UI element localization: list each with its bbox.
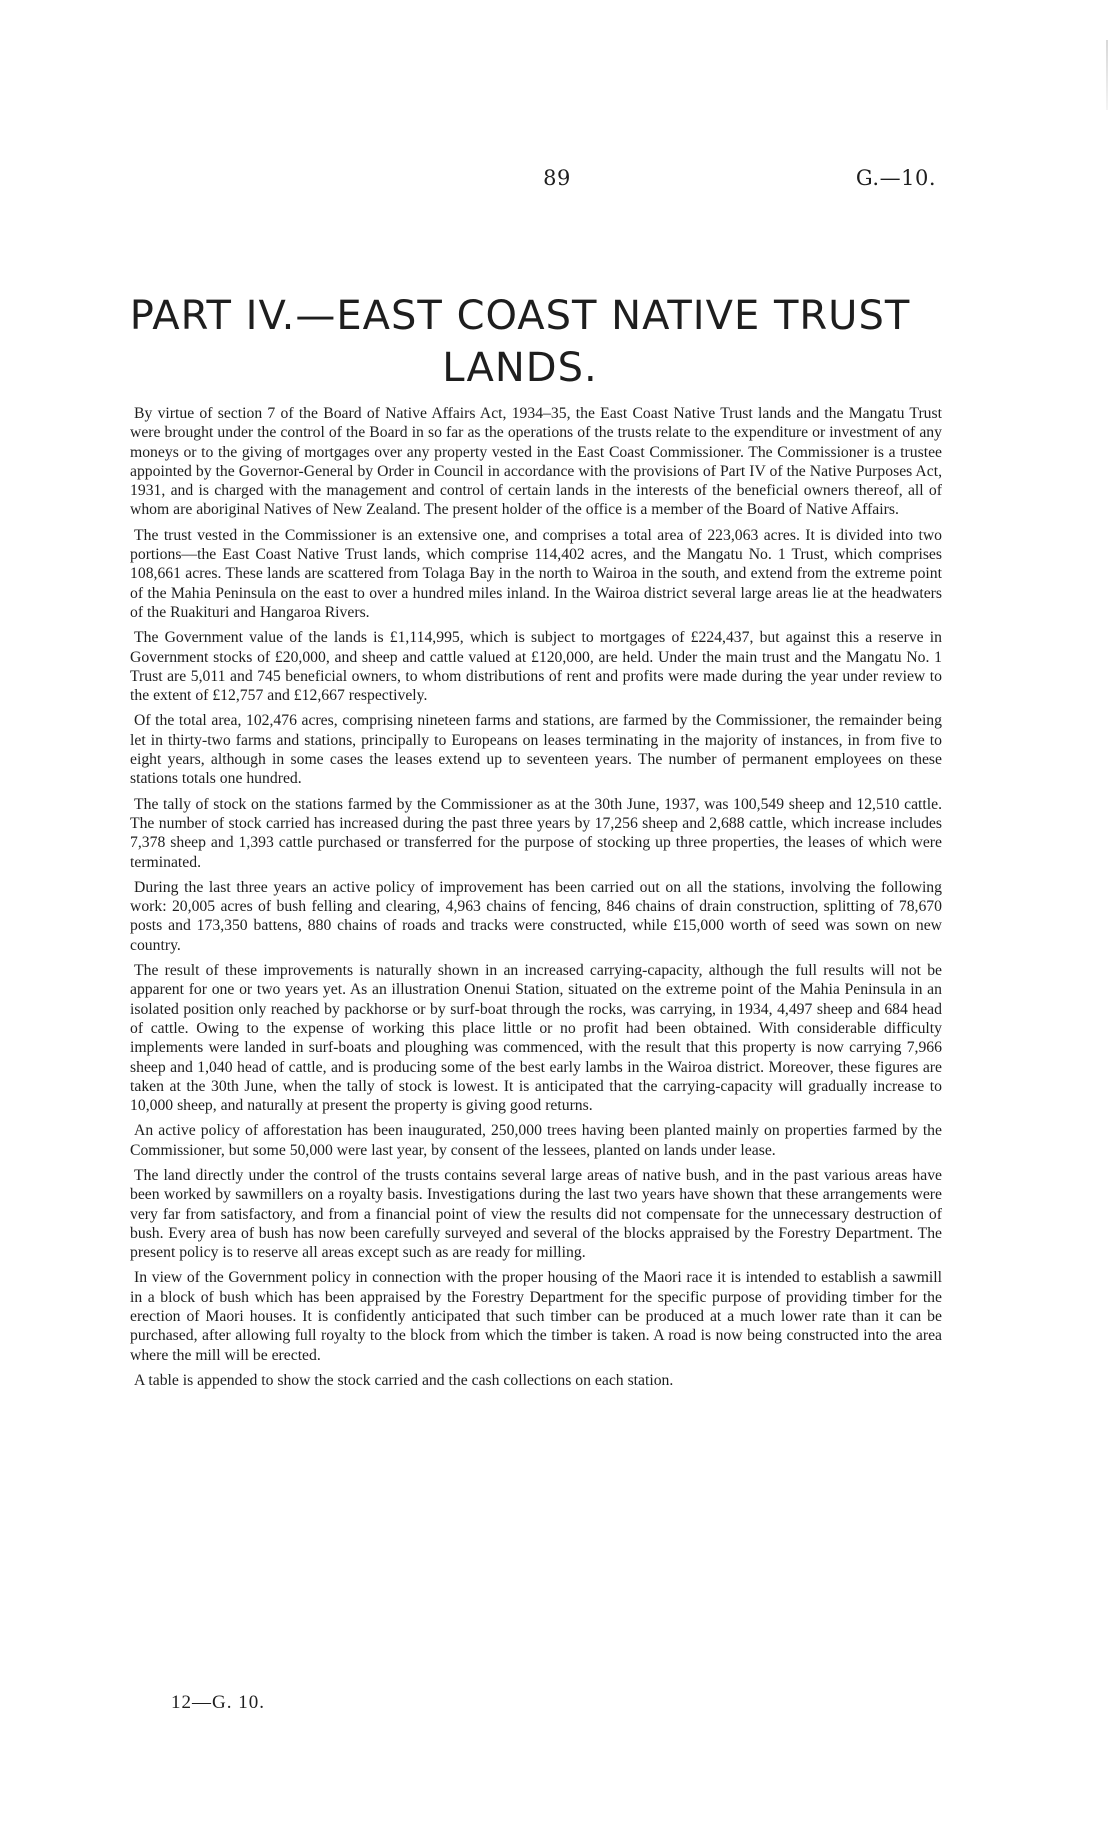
page-number: 89 — [543, 166, 571, 190]
section-title-line-2: LANDS. — [442, 345, 598, 391]
paragraph-carrying-capacity: The result of these improvements is naturally shown in an increased carrying-capacity, although the full results will not be apparent for one or two years yet. As an illustration Onenui Station, situated on the extreme point of the Mahia Peninsula in an isolated position only reached by packhorse or by surf-boat through the rocks, was carrying, in 1934, 4,497 sheep and 684 head of cattle. Owing to the expense of working this place little or no profit had been obtained. With considerable difficulty implements were landed in surf-boats and ploughing was commenced, with the result that this property is now carrying 7,966 sheep and 1,040 head of cattle, and is producing some of the best early lambs in the Wairoa district. Moreover, these figures are taken at the 30th June, when the tally of stock is lowest. It is anticipated that the carrying-capacity will gradually increase to 10,000 sheep, and naturally at present the property is giving good returns. — [130, 962, 942, 1115]
signature-code: 12—G. 10. — [171, 1692, 265, 1713]
paragraph-trust-area: The trust vested in the Commissioner is an extensive one, and comprises a total area of 223,063 acres. It is divided into two portions—the East Coast Native Trust lands, which comprise 114,402 acres, and the Mangatu No. 1 Trust, which comprises 108,661 acres. These lands are scattered from Tolaga Bay in the north to Wairoa in the south, and extend from the extreme point of the Mahia Peninsula on the east to over a hundred miles inland. In the Wairoa district several large areas lie at the headwaters of the Ruakituri and Hangaroa Rivers. — [130, 526, 942, 621]
section-title-line-1: PART IV.—EAST COAST NATIVE TRUST — [129, 293, 911, 339]
paragraph-improvements: During the last three years an active policy of improvement has been carried out on all the stations, involving the following work: 20,005 acres of bush felling and clearing, 4,963 chains of fencing, 846 chains of drain construction, splitting of 78,670 posts and 173,350 battens, 880 chains of roads and tracks were constructed, while £15,000 worth of seed was sown on new country. — [130, 878, 942, 954]
paragraph-native-bush: The land directly under the control of the trusts contains several large areas of native bush, and in the past various areas have been worked by sawmillers on a royalty basis. Investigations during the last two years have shown that these arrangements were very far from satisfactory, and from a financial point of view the results did not compensate for the unnecessary destruction of bush. Every area of bush has now been carefully surveyed and several of the blocks appraised by the Forestry Department. The present policy is to reserve all areas except such as are ready for milling. — [130, 1166, 942, 1262]
paragraph-board-control: By virtue of section 7 of the Board of Native Affairs Act, 1934–35, the East Coast Native Trust lands and the Mangatu Trust were brought under the control of the Board in so far as the operations of the trusts relate to the expenditure or investment of any moneys or to the giving of mortgages over any property vested in the East Coast Commissioner. The Commissioner is a trustee appointed by the Governor-General by Order in Council in accordance with the provisions of Part IV of the Native Purposes Act, 1931, and is charged with the management and control of certain lands in the interests of the beneficial owners thereof, all of whom are aboriginal Natives of New Zealand. The present holder of the office is a member of the Board of Native Affairs. — [130, 405, 942, 519]
paragraph-farmed-area: Of the total area, 102,476 acres, comprising nineteen farms and stations, are farmed by the Commissioner, the remainder being let in thirty-two farms and stations, principally to Europeans on leases terminating in the majority of instances, in from five to eight years, although in some cases the leases extend up to seventeen years. The number of permanent employees on these stations totals one hundred. — [130, 712, 942, 788]
paragraph-table-note: A table is appended to show the stock carried and the cash collections on each station. — [134, 1371, 674, 1389]
section-title — [120, 290, 920, 394]
body-text — [130, 404, 942, 1396]
paragraph-stock-tally: The tally of stock on the stations farmed by the Commissioner as at the 30th June, 1937, was 100,549 sheep and 12,510 cattle. The number of stock carried has increased during the past three years by 17,256 sheep and 2,688 cattle, which increase includes 7,378 sheep and 1,393 cattle purchased or transferred for the purpose of stocking up three properties, the leases of which were terminated. — [130, 795, 942, 871]
paragraph-government-value: The Government value of the lands is £1,114,995, which is subject to mortgages of £224,437, but against this a reserve in Government stocks of £20,000, and sheep and cattle valued at £120,000, are held. Under the main trust and the Mangatu No. 1 Trust are 5,011 and 745 beneficial owners, to whom distributions of rent and profits were made during the year under review to the extent of £12,757 and £12,667 respectively. — [130, 629, 942, 705]
scan-margin-mark — [1106, 40, 1108, 110]
document-code: G.—10. — [855, 166, 936, 190]
paragraph-sawmill: In view of the Government policy in connection with the proper housing of the Maori race it is intended to establish a sawmill in a block of bush which has been appraised by the Forestry Department for the specific purpose of providing timber for the erection of Maori houses. It is confidently anticipated that such timber can be produced at a much lower rate than it can be purchased, after allowing full royalty to the block from which the timber is taken. A road is now being constructed into the area where the mill will be erected. — [130, 1269, 942, 1364]
paragraph-afforestation: An active policy of afforestation has been inaugurated, 250,000 trees having been planted mainly on properties farmed by the Commissioner, but some 50,000 were last year, by consent of the lessees, planted on lands under lease. — [130, 1122, 942, 1159]
